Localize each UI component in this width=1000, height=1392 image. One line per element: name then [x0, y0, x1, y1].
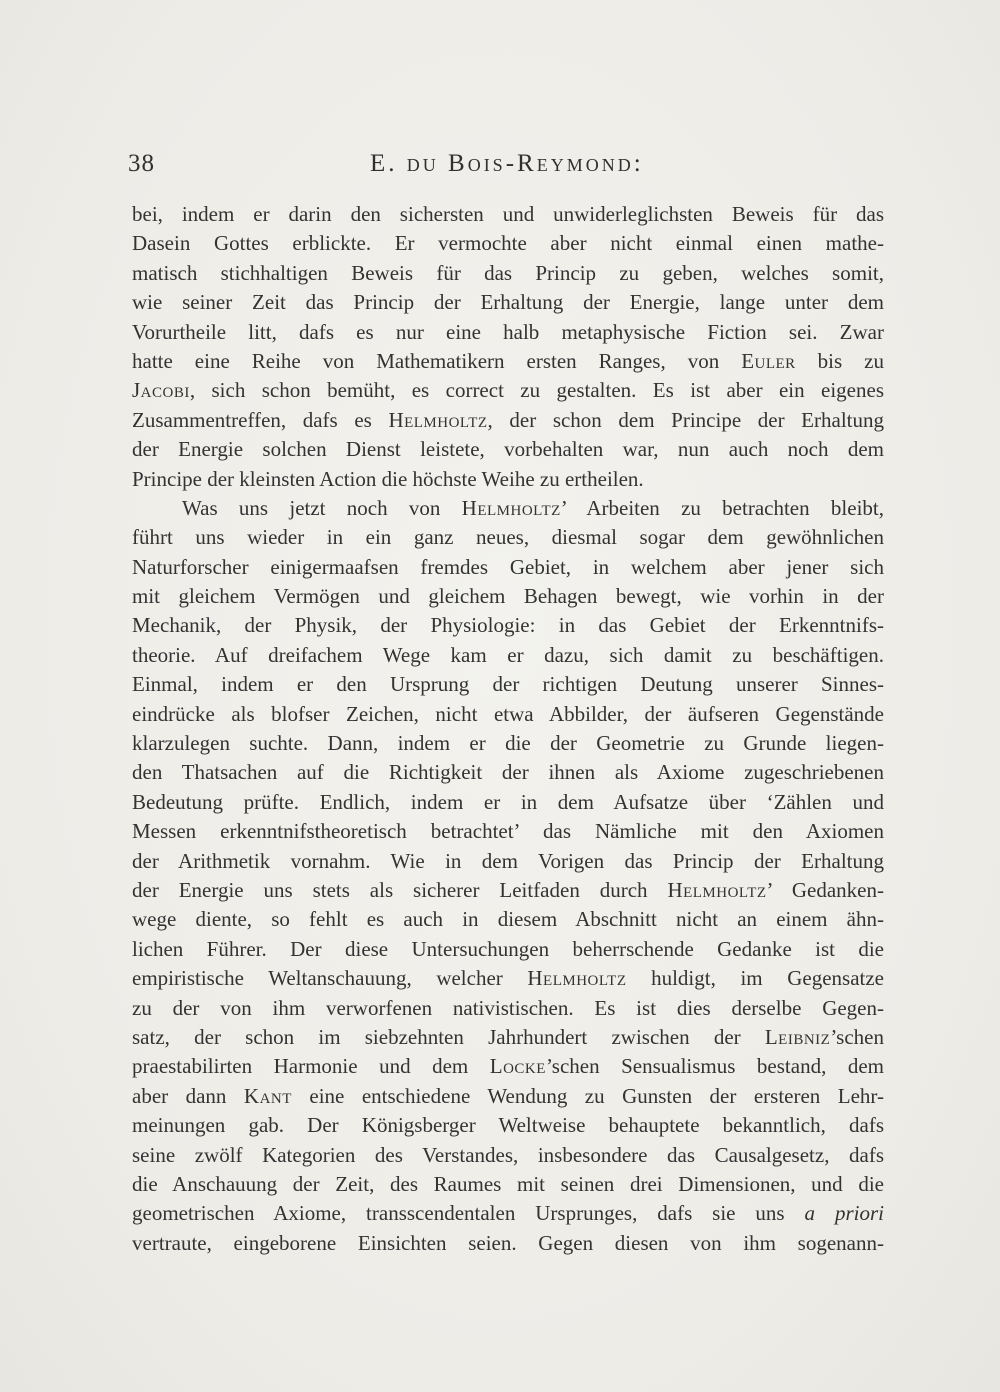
text-line — [132, 1170, 884, 1199]
text-line — [132, 1082, 884, 1111]
text-line — [132, 553, 884, 582]
name-smallcaps: Jacobi — [132, 378, 190, 403]
text-segment: den Thatsachen auf die Richtigkeit der ihnen als Axiome zugeschriebenen — [132, 760, 884, 785]
italic-text: a priori — [804, 1201, 884, 1226]
text-line — [132, 758, 884, 787]
text-segment: praestabilirten Harmonie und dem — [132, 1054, 490, 1079]
text-line — [132, 1111, 884, 1140]
text-line — [132, 817, 884, 846]
text-line — [132, 611, 884, 640]
text-line — [132, 876, 884, 905]
text-segment: Zusammentreffen, dafs es — [132, 407, 389, 432]
name-smallcaps: Kant — [243, 1083, 292, 1108]
text-segment: die Anschauung der Zeit, des Raumes mit seinen drei Dimensionen, und die — [132, 1171, 884, 1196]
running-head: E. du Bois-Reymond: — [370, 150, 644, 177]
text-line — [132, 229, 884, 258]
text-line — [132, 200, 884, 229]
text-line — [132, 641, 884, 670]
text-line — [132, 582, 884, 611]
text-line — [132, 1229, 884, 1258]
text-line — [132, 347, 884, 376]
text-line — [132, 847, 884, 876]
text-segment: vertraute, eingeborene Einsichten seien. Gegen diesen von ihm sogenann- — [132, 1230, 884, 1255]
text-line — [132, 259, 884, 288]
text-segment: , der schon dem Principe der Erhaltung — [487, 407, 884, 432]
text-line — [132, 288, 884, 317]
text-segment: geometrischen Axiome, transscendentalen Ursprunges, dafs sie uns — [132, 1201, 805, 1226]
text-segment: ’ Gedanken- — [766, 877, 884, 902]
text-segment: Principe der kleinsten Action die höchste Weihe zu ertheilen. — [132, 466, 644, 491]
text-segment: der Energie solchen Dienst leistete, vorbehalten war, nun auch noch dem — [132, 437, 884, 462]
text-line — [132, 406, 884, 435]
text-line — [132, 1199, 884, 1228]
text-line — [132, 523, 884, 552]
text-segment: aber dann — [132, 1083, 244, 1108]
name-smallcaps: Leibniz — [764, 1024, 831, 1049]
text-segment: Vorurtheile litt, dafs es nur eine halb metaphysische Fiction sei. Zwar — [132, 319, 884, 344]
text-segment: Dasein Gottes erblickte. Er vermochte aber nicht einmal einen mathe- — [132, 231, 884, 256]
text-line — [132, 729, 884, 758]
text-line — [132, 935, 884, 964]
text-segment: seine zwölf Kategorien des Verstandes, insbesondere das Causalgesetz, dafs — [132, 1142, 884, 1167]
text-segment: empiristische Weltanschauung, welcher — [132, 966, 528, 991]
text-segment: Naturforscher einigermaafsen fremdes Gebiet, in welchem aber jener sich — [132, 554, 884, 579]
text-line — [132, 994, 884, 1023]
name-smallcaps: Euler — [741, 348, 796, 373]
text-segment: huldigt, im Gegensatze — [626, 966, 884, 991]
name-smallcaps: Helmholtz — [667, 877, 767, 902]
text-segment: ’schen — [830, 1024, 884, 1049]
text-segment: wie seiner Zeit das Princip der Erhaltung der Energie, lange unter dem — [132, 290, 884, 315]
text-segment: hatte eine Reihe von Mathematikern ersten Ranges, von — [132, 348, 742, 373]
text-segment: der Energie uns stets als sicherer Leitfaden durch — [132, 877, 668, 902]
text-segment: bei, indem er darin den sichersten und unwiderleglichsten Beweis für das — [132, 202, 884, 226]
name-smallcaps: Helmholtz — [527, 966, 627, 991]
text-line — [132, 788, 884, 817]
text-line — [132, 376, 884, 405]
text-segment: satz, der schon im siebzehnten Jahrhundert zwischen der — [132, 1024, 765, 1049]
text-segment: Was uns jetzt noch von — [182, 495, 462, 520]
text-line — [132, 494, 884, 523]
text-segment: ’ Arbeiten zu betrachten bleibt, — [560, 495, 884, 520]
text-segment: meinungen gab. Der Königsberger Weltweise behauptete bekanntlich, dafs — [132, 1113, 884, 1138]
text-segment: Messen erkenntnifstheoretisch betrachtet’ das Nämliche mit den Axiomen — [132, 819, 884, 844]
text-line — [132, 465, 884, 494]
text-line — [132, 1023, 884, 1052]
text-line — [132, 318, 884, 347]
text-segment: lichen Führer. Der diese Untersuchungen beherrschende Gedanke ist die — [132, 936, 884, 961]
text-line — [132, 1052, 884, 1081]
text-segment: mit gleichem Vermögen und gleichem Behagen bewegt, wie vorhin in der — [132, 584, 884, 609]
body-text — [132, 200, 884, 1258]
name-smallcaps: Helmholtz — [388, 407, 488, 432]
text-segment: theorie. Auf dreifachem Wege kam er dazu, sich damit zu beschäftigen. — [132, 642, 884, 667]
text-line — [132, 700, 884, 729]
text-segment: führt uns wieder in ein ganz neues, diesmal sogar dem gewöhnlichen — [132, 525, 884, 550]
text-segment: bis zu — [795, 348, 884, 373]
text-line — [132, 670, 884, 699]
page-number: 38 — [128, 150, 155, 177]
text-line — [132, 964, 884, 993]
text-line — [132, 905, 884, 934]
text-segment: eine entschiedene Wendung zu Gunsten der ersteren Lehr- — [291, 1083, 884, 1108]
text-line — [132, 1141, 884, 1170]
text-segment: ’schen Sensualismus bestand, dem — [545, 1054, 884, 1079]
name-smallcaps: Helmholtz — [461, 495, 561, 520]
text-segment: matisch stichhaltigen Beweis für das Princip zu geben, welches somit, — [132, 260, 884, 285]
text-segment: zu der von ihm verworfenen nativistischen. Es ist dies derselbe Gegen- — [132, 995, 884, 1020]
text-segment: klarzulegen suchte. Dann, indem er die der Geometrie zu Grunde liegen- — [132, 731, 884, 756]
text-segment: Bedeutung prüfte. Endlich, indem er in dem Aufsatze über ‘Zählen und — [132, 789, 884, 814]
text-segment: Einmal, indem er den Ursprung der richtigen Deutung unserer Sinnes- — [132, 672, 884, 697]
text-segment: , sich schon bemüht, es correct zu gestalten. Es ist aber ein eigenes — [189, 378, 884, 403]
text-segment: Mechanik, der Physik, der Physiologie: in das Gebiet der Erkenntnifs- — [132, 613, 884, 638]
text-segment: der Arithmetik vornahm. Wie in dem Vorigen das Princip der Erhaltung — [132, 848, 884, 873]
name-smallcaps: Locke — [489, 1054, 546, 1079]
text-segment: wege diente, so fehlt es auch in diesem Abschnitt nicht an einem ähn- — [132, 907, 884, 932]
page-header — [128, 150, 888, 184]
text-line — [132, 435, 884, 464]
text-segment: eindrücke als blofser Zeichen, nicht etwa Abbilder, der äufseren Gegenstände — [132, 701, 884, 726]
